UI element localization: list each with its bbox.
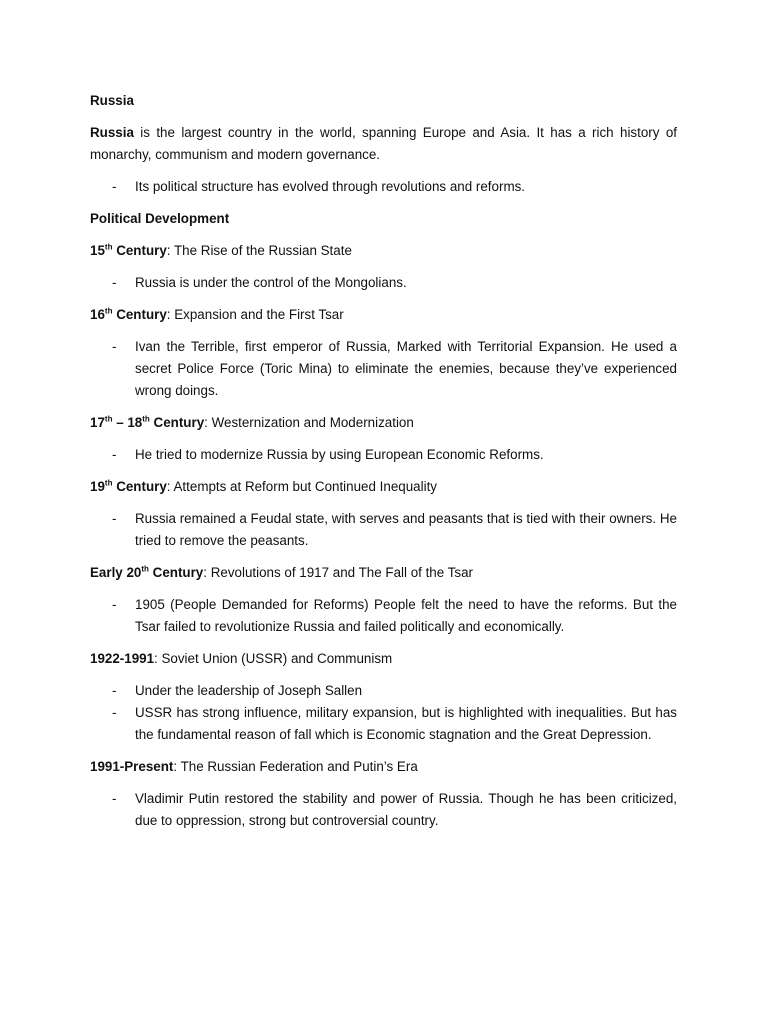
era-bullet-list bbox=[90, 594, 677, 638]
bullet-text: Russia is under the control of the Mongolians. bbox=[135, 275, 407, 290]
era-bullet-list bbox=[90, 508, 677, 552]
list-item bbox=[90, 336, 677, 402]
era-label: Early 20th Century bbox=[90, 564, 204, 580]
bullet-dash: - bbox=[112, 791, 117, 806]
intro-bold-term: Russia bbox=[90, 125, 134, 140]
bullet-text: Russia remained a Feudal state, with serves and peasants that is tied with their owners. He tried to remove the peasants. bbox=[135, 511, 677, 548]
bullet-text: 1905 (People Demanded for Reforms) People felt the need to have the reforms. But the Tsar failed to revolutionize Russia and failed politically and economically. bbox=[135, 597, 677, 634]
bullet-text: Vladimir Putin restored the stability and power of Russia. Though he has been criticized, due to oppression, strong but controversial country. bbox=[135, 791, 677, 828]
era-bullet-list bbox=[90, 272, 677, 294]
era-subtitle: : The Rise of the Russian State bbox=[166, 243, 352, 258]
bullet-dash: - bbox=[112, 339, 117, 354]
bullet-dash: - bbox=[112, 683, 117, 698]
era-heading bbox=[90, 562, 677, 584]
list-item bbox=[90, 508, 677, 552]
bullet-text: Under the leadership of Joseph Sallen bbox=[135, 683, 363, 698]
intro-text: is the largest country in the world, spanning Europe and Asia. It has a rich history of monarchy, communism and modern governance. bbox=[90, 125, 677, 162]
era-label: 1922-1991 bbox=[90, 651, 155, 666]
era-bullet-list bbox=[90, 680, 677, 746]
document-page bbox=[90, 90, 677, 842]
document-title: Russia bbox=[90, 93, 134, 108]
bullet-text: Its political structure has evolved through revolutions and reforms. bbox=[135, 179, 526, 194]
era-label: 16th Century bbox=[90, 306, 167, 322]
era-bullet-list bbox=[90, 336, 677, 402]
bullet-text: USSR has strong influence, military expansion, but is highlighted with inequalities. But has the fundamental reason of fall which is Economic stagnation and the Great Depression. bbox=[135, 705, 677, 742]
era-label: 17th – 18th Century bbox=[90, 414, 205, 430]
list-item bbox=[90, 444, 677, 466]
section-heading: Political Development bbox=[90, 211, 230, 226]
era-subtitle: : Expansion and the First Tsar bbox=[166, 307, 344, 322]
bullet-dash: - bbox=[112, 511, 117, 526]
era-bullet-list bbox=[90, 788, 677, 832]
era-label: 1991-Present bbox=[90, 759, 174, 774]
era-subtitle: : Attempts at Reform but Continued Inequality bbox=[166, 479, 437, 494]
era-heading bbox=[90, 476, 677, 498]
era-heading bbox=[90, 412, 677, 434]
bullet-text: He tried to modernize Russia by using European Economic Reforms. bbox=[135, 447, 544, 462]
era-heading bbox=[90, 304, 677, 326]
bullet-dash: - bbox=[112, 447, 117, 462]
era-heading bbox=[90, 648, 677, 670]
list-item bbox=[90, 702, 677, 746]
bullet-dash: - bbox=[112, 597, 117, 612]
bullet-dash: - bbox=[112, 275, 117, 290]
era-label: 19th Century bbox=[90, 478, 167, 494]
list-item bbox=[90, 272, 677, 294]
intro-paragraph bbox=[90, 122, 677, 166]
era-subtitle: : Soviet Union (USSR) and Communism bbox=[154, 651, 393, 666]
bullet-text: Ivan the Terrible, first emperor of Russia, Marked with Territorial Expansion. He used a secret Police Force (Toric Mina) to eliminate the enemies, because they’ve experienced wrong doings. bbox=[135, 339, 677, 398]
intro-bullet-list bbox=[90, 176, 677, 198]
list-item bbox=[90, 176, 677, 198]
list-item bbox=[90, 680, 677, 702]
list-item bbox=[90, 594, 677, 638]
era-bullet-list bbox=[90, 444, 677, 466]
era-subtitle: : Revolutions of 1917 and The Fall of the Tsar bbox=[203, 565, 473, 580]
era-subtitle: : The Russian Federation and Putin’s Era bbox=[173, 759, 418, 774]
era-subtitle: : Westernization and Modernization bbox=[204, 415, 414, 430]
bullet-dash: - bbox=[112, 705, 117, 720]
era-heading bbox=[90, 240, 677, 262]
era-label: 15th Century bbox=[90, 242, 167, 258]
era-heading bbox=[90, 756, 677, 778]
bullet-dash: - bbox=[112, 179, 117, 194]
list-item bbox=[90, 788, 677, 832]
